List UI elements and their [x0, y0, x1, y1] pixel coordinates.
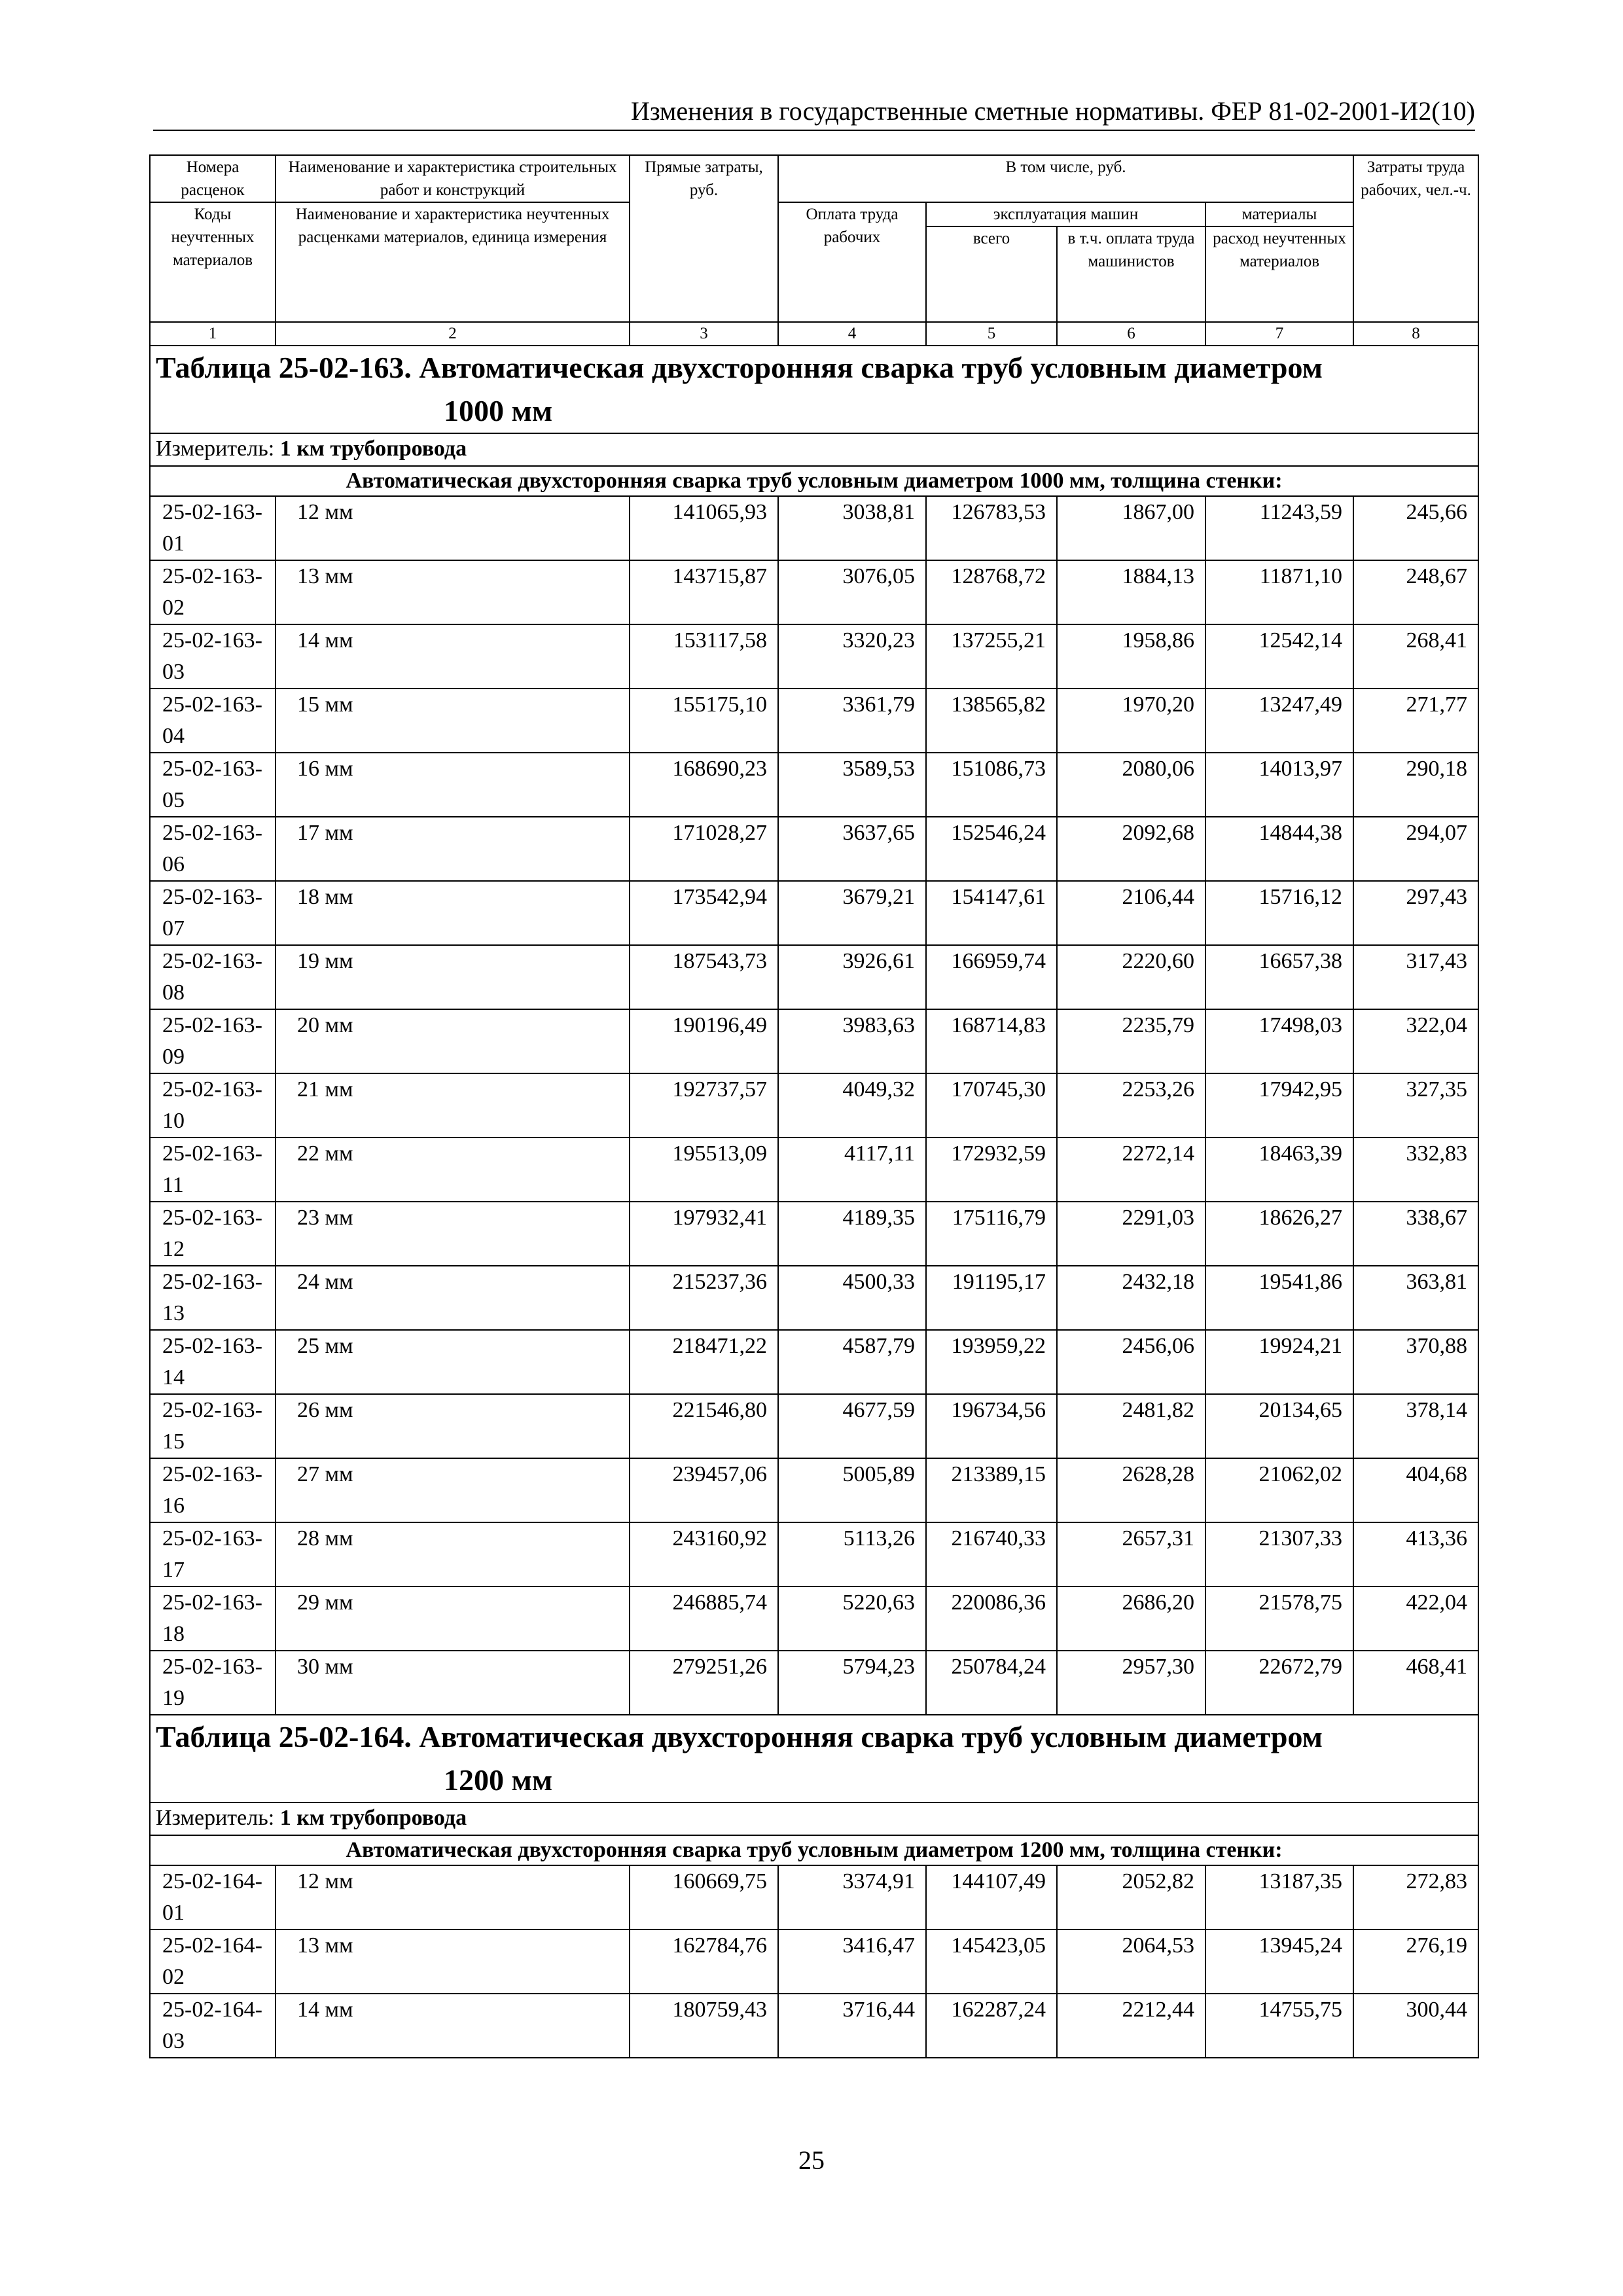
- running-header: Изменения в государственные сметные нормативы. ФЕР 81-02-2001-И2(10): [153, 96, 1475, 131]
- direct-costs-cell: 279251,26: [630, 1651, 778, 1715]
- machines-total-cell: 137255,21: [926, 624, 1057, 689]
- table-title: [150, 1715, 1478, 1803]
- machines-total-cell: 193959,22: [926, 1330, 1057, 1394]
- worker-pay-cell: 4117,11: [778, 1138, 926, 1202]
- section-heading: Автоматическая двухсторонняя сварка труб условным диаметром 1000 мм, толщина стенки:: [150, 466, 1478, 496]
- materials-cell: 14844,38: [1205, 817, 1353, 881]
- labor-hours-cell: 276,19: [1353, 1929, 1478, 1994]
- table-row: [150, 1330, 1478, 1394]
- col-materials-header: материалы: [1205, 202, 1353, 226]
- worker-pay-cell: 3374,91: [778, 1865, 926, 1929]
- worker-pay-cell: 5005,89: [778, 1458, 926, 1522]
- rate-code-cell: 25-02-163-17: [150, 1522, 276, 1587]
- thickness-cell: 29 мм: [276, 1587, 630, 1651]
- table-title: [150, 346, 1478, 433]
- labor-hours-cell: 294,07: [1353, 817, 1478, 881]
- col-number: 2: [276, 322, 630, 346]
- machinist-pay-cell: 2106,44: [1057, 881, 1205, 945]
- labor-hours-cell: 245,66: [1353, 496, 1478, 560]
- machines-total-cell: 154147,61: [926, 881, 1057, 945]
- worker-pay-cell: 3038,81: [778, 496, 926, 560]
- labor-hours-cell: 317,43: [1353, 945, 1478, 1009]
- materials-cell: 21062,02: [1205, 1458, 1353, 1522]
- thickness-cell: 12 мм: [276, 1865, 630, 1929]
- table-row: [150, 1202, 1478, 1266]
- thickness-cell: 13 мм: [276, 1929, 630, 1994]
- table-row: [150, 1458, 1478, 1522]
- table-row: [150, 689, 1478, 753]
- table-row: [150, 1587, 1478, 1651]
- machines-total-cell: 128768,72: [926, 560, 1057, 624]
- rate-code-cell: 25-02-163-07: [150, 881, 276, 945]
- table-row: [150, 624, 1478, 689]
- machines-total-cell: 191195,17: [926, 1266, 1057, 1330]
- machinist-pay-cell: 2272,14: [1057, 1138, 1205, 1202]
- col-number: 8: [1353, 322, 1478, 346]
- table-row: [150, 1073, 1478, 1138]
- col-machinist-pay-header: в т.ч. оплата труда машинистов: [1057, 226, 1205, 322]
- rate-code-cell: 25-02-163-06: [150, 817, 276, 881]
- col-rate-number-header: Номера расценок: [150, 155, 276, 202]
- materials-cell: 13247,49: [1205, 689, 1353, 753]
- rate-code-cell: 25-02-163-18: [150, 1587, 276, 1651]
- worker-pay-cell: 4500,33: [778, 1266, 926, 1330]
- direct-costs-cell: 173542,94: [630, 881, 778, 945]
- materials-cell: 13945,24: [1205, 1929, 1353, 1994]
- worker-pay-cell: 4049,32: [778, 1073, 926, 1138]
- machinist-pay-cell: 2432,18: [1057, 1266, 1205, 1330]
- rate-code-cell: 25-02-163-09: [150, 1009, 276, 1073]
- rate-code-cell: 25-02-163-19: [150, 1651, 276, 1715]
- col-number: 7: [1205, 322, 1353, 346]
- direct-costs-cell: 153117,58: [630, 624, 778, 689]
- machinist-pay-cell: 2092,68: [1057, 817, 1205, 881]
- labor-hours-cell: 290,18: [1353, 753, 1478, 817]
- direct-costs-cell: 162784,76: [630, 1929, 778, 1994]
- table-row: [150, 1138, 1478, 1202]
- rate-code-cell: 25-02-163-10: [150, 1073, 276, 1138]
- thickness-cell: 21 мм: [276, 1073, 630, 1138]
- machinist-pay-cell: 1958,86: [1057, 624, 1205, 689]
- materials-cell: 16657,38: [1205, 945, 1353, 1009]
- machines-total-cell: 172932,59: [926, 1138, 1057, 1202]
- worker-pay-cell: 3589,53: [778, 753, 926, 817]
- materials-cell: 18463,39: [1205, 1138, 1353, 1202]
- materials-cell: 17498,03: [1205, 1009, 1353, 1073]
- labor-hours-cell: 297,43: [1353, 881, 1478, 945]
- col-machines-total-header: всего: [926, 226, 1057, 322]
- labor-hours-cell: 248,67: [1353, 560, 1478, 624]
- table-row: [150, 1994, 1478, 2058]
- machinist-pay-cell: 2235,79: [1057, 1009, 1205, 1073]
- rate-code-cell: 25-02-164-01: [150, 1865, 276, 1929]
- col-number: 4: [778, 322, 926, 346]
- materials-cell: 18626,27: [1205, 1202, 1353, 1266]
- thickness-cell: 22 мм: [276, 1138, 630, 1202]
- machines-total-cell: 151086,73: [926, 753, 1057, 817]
- machinist-pay-cell: 2686,20: [1057, 1587, 1205, 1651]
- labor-hours-cell: 422,04: [1353, 1587, 1478, 1651]
- machines-total-cell: 175116,79: [926, 1202, 1057, 1266]
- thickness-cell: 23 мм: [276, 1202, 630, 1266]
- table-title-row: [150, 346, 1478, 433]
- measure-label: Измеритель:: [156, 1806, 275, 1830]
- worker-pay-cell: 4189,35: [778, 1202, 926, 1266]
- direct-costs-cell: 187543,73: [630, 945, 778, 1009]
- rate-code-cell: 25-02-163-12: [150, 1202, 276, 1266]
- labor-hours-cell: 338,67: [1353, 1202, 1478, 1266]
- rate-code-cell: 25-02-163-04: [150, 689, 276, 753]
- rate-code-cell: 25-02-163-08: [150, 945, 276, 1009]
- direct-costs-cell: 190196,49: [630, 1009, 778, 1073]
- materials-cell: 20134,65: [1205, 1394, 1353, 1458]
- labor-hours-cell: 300,44: [1353, 1994, 1478, 2058]
- measure-value: 1 км трубопровода: [279, 437, 467, 461]
- materials-cell: 14013,97: [1205, 753, 1353, 817]
- worker-pay-cell: 3361,79: [778, 689, 926, 753]
- labor-hours-cell: 404,68: [1353, 1458, 1478, 1522]
- thickness-cell: 17 мм: [276, 817, 630, 881]
- machinist-pay-cell: 2291,03: [1057, 1202, 1205, 1266]
- materials-cell: 19924,21: [1205, 1330, 1353, 1394]
- rate-code-cell: 25-02-163-11: [150, 1138, 276, 1202]
- worker-pay-cell: 3679,21: [778, 881, 926, 945]
- thickness-cell: 20 мм: [276, 1009, 630, 1073]
- machinist-pay-cell: 2957,30: [1057, 1651, 1205, 1715]
- col-group-header: В том числе, руб.: [778, 155, 1353, 202]
- labor-hours-cell: 378,14: [1353, 1394, 1478, 1458]
- worker-pay-cell: 4587,79: [778, 1330, 926, 1394]
- table-row: [150, 945, 1478, 1009]
- thickness-cell: 14 мм: [276, 1994, 630, 2058]
- labor-hours-cell: 468,41: [1353, 1651, 1478, 1715]
- col-material-names-header: Наименование и характеристика неучтенных расценками материалов, единица измерения: [276, 202, 630, 322]
- machinist-pay-cell: 1884,13: [1057, 560, 1205, 624]
- rate-code-cell: 25-02-163-13: [150, 1266, 276, 1330]
- direct-costs-cell: 141065,93: [630, 496, 778, 560]
- table-row: [150, 1929, 1478, 1994]
- labor-hours-cell: 322,04: [1353, 1009, 1478, 1073]
- labor-hours-cell: 332,83: [1353, 1138, 1478, 1202]
- table-title-line1: Таблица 25-02-163. Автоматическая двухсторонняя сварка труб условным диаметром: [156, 351, 1323, 384]
- worker-pay-cell: 5113,26: [778, 1522, 926, 1587]
- rate-code-cell: 25-02-164-03: [150, 1994, 276, 2058]
- direct-costs-cell: 215237,36: [630, 1266, 778, 1330]
- rate-code-cell: 25-02-163-14: [150, 1330, 276, 1394]
- worker-pay-cell: 3926,61: [778, 945, 926, 1009]
- labor-hours-cell: 271,77: [1353, 689, 1478, 753]
- table-row: [150, 1522, 1478, 1587]
- machines-total-cell: 216740,33: [926, 1522, 1057, 1587]
- col-material-codes-header: Коды неучтенных материалов: [150, 202, 276, 322]
- materials-cell: 21578,75: [1205, 1587, 1353, 1651]
- col-direct-costs-header: Прямые затраты, руб.: [630, 155, 778, 322]
- table-title-line1: Таблица 25-02-164. Автоматическая двухсторонняя сварка труб условным диаметром: [156, 1720, 1323, 1753]
- thickness-cell: 12 мм: [276, 496, 630, 560]
- direct-costs-cell: 192737,57: [630, 1073, 778, 1138]
- rate-code-cell: 25-02-163-03: [150, 624, 276, 689]
- machinist-pay-cell: 2220,60: [1057, 945, 1205, 1009]
- rate-code-cell: 25-02-163-15: [150, 1394, 276, 1458]
- materials-cell: 14755,75: [1205, 1994, 1353, 2058]
- thickness-cell: 25 мм: [276, 1330, 630, 1394]
- machines-total-cell: 126783,53: [926, 496, 1057, 560]
- labor-hours-cell: 363,81: [1353, 1266, 1478, 1330]
- labor-hours-cell: 327,35: [1353, 1073, 1478, 1138]
- col-unaccounted-materials-header: расход неучтенных материалов: [1205, 226, 1353, 322]
- machinist-pay-cell: 1867,00: [1057, 496, 1205, 560]
- direct-costs-cell: 243160,92: [630, 1522, 778, 1587]
- thickness-cell: 13 мм: [276, 560, 630, 624]
- measure-label: Измеритель:: [156, 437, 275, 461]
- machines-total-cell: 166959,74: [926, 945, 1057, 1009]
- thickness-cell: 18 мм: [276, 881, 630, 945]
- machinist-pay-cell: 2456,06: [1057, 1330, 1205, 1394]
- labor-hours-cell: 268,41: [1353, 624, 1478, 689]
- machines-total-cell: 170745,30: [926, 1073, 1057, 1138]
- col-worker-pay-header: Оплата труда рабочих: [778, 202, 926, 322]
- table-row: [150, 496, 1478, 560]
- direct-costs-cell: 143715,87: [630, 560, 778, 624]
- table-row: [150, 1009, 1478, 1073]
- materials-cell: 13187,35: [1205, 1865, 1353, 1929]
- direct-costs-cell: 246885,74: [630, 1587, 778, 1651]
- machinist-pay-cell: 2628,28: [1057, 1458, 1205, 1522]
- worker-pay-cell: 3716,44: [778, 1994, 926, 2058]
- worker-pay-cell: 3637,65: [778, 817, 926, 881]
- table-row: [150, 881, 1478, 945]
- thickness-cell: 19 мм: [276, 945, 630, 1009]
- materials-cell: 11243,59: [1205, 496, 1353, 560]
- machinist-pay-cell: 2657,31: [1057, 1522, 1205, 1587]
- measure-unit: [150, 433, 1478, 466]
- machinist-pay-cell: 2481,82: [1057, 1394, 1205, 1458]
- worker-pay-cell: 3076,05: [778, 560, 926, 624]
- measure-unit: [150, 1803, 1478, 1835]
- rate-code-cell: 25-02-163-05: [150, 753, 276, 817]
- rate-code-cell: 25-02-163-16: [150, 1458, 276, 1522]
- col-number: 5: [926, 322, 1057, 346]
- materials-cell: 11871,10: [1205, 560, 1353, 624]
- labor-hours-cell: 272,83: [1353, 1865, 1478, 1929]
- table-row: [150, 1651, 1478, 1715]
- table-title-row: [150, 1715, 1478, 1803]
- thickness-cell: 30 мм: [276, 1651, 630, 1715]
- direct-costs-cell: 171028,27: [630, 817, 778, 881]
- thickness-cell: 26 мм: [276, 1394, 630, 1458]
- col-labor-hours-header: Затраты труда рабочих, чел.-ч.: [1353, 155, 1478, 322]
- worker-pay-cell: 3983,63: [778, 1009, 926, 1073]
- table-title-line2: 1200 мм: [444, 1763, 553, 1797]
- rate-code-cell: 25-02-163-02: [150, 560, 276, 624]
- worker-pay-cell: 3416,47: [778, 1929, 926, 1994]
- table-row: [150, 817, 1478, 881]
- machines-total-cell: 250784,24: [926, 1651, 1057, 1715]
- worker-pay-cell: 5220,63: [778, 1587, 926, 1651]
- machines-total-cell: 196734,56: [926, 1394, 1057, 1458]
- machinist-pay-cell: 2253,26: [1057, 1073, 1205, 1138]
- rates-table: [149, 154, 1479, 2058]
- materials-cell: 21307,33: [1205, 1522, 1353, 1587]
- machinist-pay-cell: 2064,53: [1057, 1929, 1205, 1994]
- thickness-cell: 15 мм: [276, 689, 630, 753]
- machines-total-cell: 152546,24: [926, 817, 1057, 881]
- col-number: 3: [630, 322, 778, 346]
- machines-total-cell: 220086,36: [926, 1587, 1057, 1651]
- rate-code-cell: 25-02-163-01: [150, 496, 276, 560]
- machinist-pay-cell: 2080,06: [1057, 753, 1205, 817]
- table-row: [150, 560, 1478, 624]
- direct-costs-cell: 160669,75: [630, 1865, 778, 1929]
- table-title-line2: 1000 мм: [444, 394, 553, 427]
- thickness-cell: 27 мм: [276, 1458, 630, 1522]
- machines-total-cell: 213389,15: [926, 1458, 1057, 1522]
- materials-cell: 17942,95: [1205, 1073, 1353, 1138]
- col-machines-header: эксплуатация машин: [926, 202, 1205, 226]
- machinist-pay-cell: 2052,82: [1057, 1865, 1205, 1929]
- thickness-cell: 14 мм: [276, 624, 630, 689]
- section-heading: Автоматическая двухсторонняя сварка труб условным диаметром 1200 мм, толщина стенки:: [150, 1835, 1478, 1865]
- col-number: 6: [1057, 322, 1205, 346]
- table-row: [150, 1394, 1478, 1458]
- direct-costs-cell: 221546,80: [630, 1394, 778, 1458]
- worker-pay-cell: 5794,23: [778, 1651, 926, 1715]
- machinist-pay-cell: 1970,20: [1057, 689, 1205, 753]
- direct-costs-cell: 168690,23: [630, 753, 778, 817]
- rate-code-cell: 25-02-164-02: [150, 1929, 276, 1994]
- machines-total-cell: 144107,49: [926, 1865, 1057, 1929]
- thickness-cell: 24 мм: [276, 1266, 630, 1330]
- direct-costs-cell: 195513,09: [630, 1138, 778, 1202]
- materials-cell: 15716,12: [1205, 881, 1353, 945]
- machines-total-cell: 168714,83: [926, 1009, 1057, 1073]
- direct-costs-cell: 155175,10: [630, 689, 778, 753]
- labor-hours-cell: 413,36: [1353, 1522, 1478, 1587]
- table-row: [150, 1865, 1478, 1929]
- labor-hours-cell: 370,88: [1353, 1330, 1478, 1394]
- machinist-pay-cell: 2212,44: [1057, 1994, 1205, 2058]
- materials-cell: 19541,86: [1205, 1266, 1353, 1330]
- col-number: 1: [150, 322, 276, 346]
- machines-total-cell: 145423,05: [926, 1929, 1057, 1994]
- machines-total-cell: 162287,24: [926, 1994, 1057, 2058]
- measure-value: 1 км трубопровода: [279, 1806, 467, 1830]
- worker-pay-cell: 4677,59: [778, 1394, 926, 1458]
- table-row: [150, 1266, 1478, 1330]
- direct-costs-cell: 218471,22: [630, 1330, 778, 1394]
- direct-costs-cell: 197932,41: [630, 1202, 778, 1266]
- thickness-cell: 28 мм: [276, 1522, 630, 1587]
- col-work-name-header: Наименование и характеристика строительных работ и конструкций: [276, 155, 630, 202]
- materials-cell: 12542,14: [1205, 624, 1353, 689]
- worker-pay-cell: 3320,23: [778, 624, 926, 689]
- machines-total-cell: 138565,82: [926, 689, 1057, 753]
- direct-costs-cell: 239457,06: [630, 1458, 778, 1522]
- page-number: 25: [798, 2145, 825, 2175]
- table-row: [150, 753, 1478, 817]
- thickness-cell: 16 мм: [276, 753, 630, 817]
- direct-costs-cell: 180759,43: [630, 1994, 778, 2058]
- materials-cell: 22672,79: [1205, 1651, 1353, 1715]
